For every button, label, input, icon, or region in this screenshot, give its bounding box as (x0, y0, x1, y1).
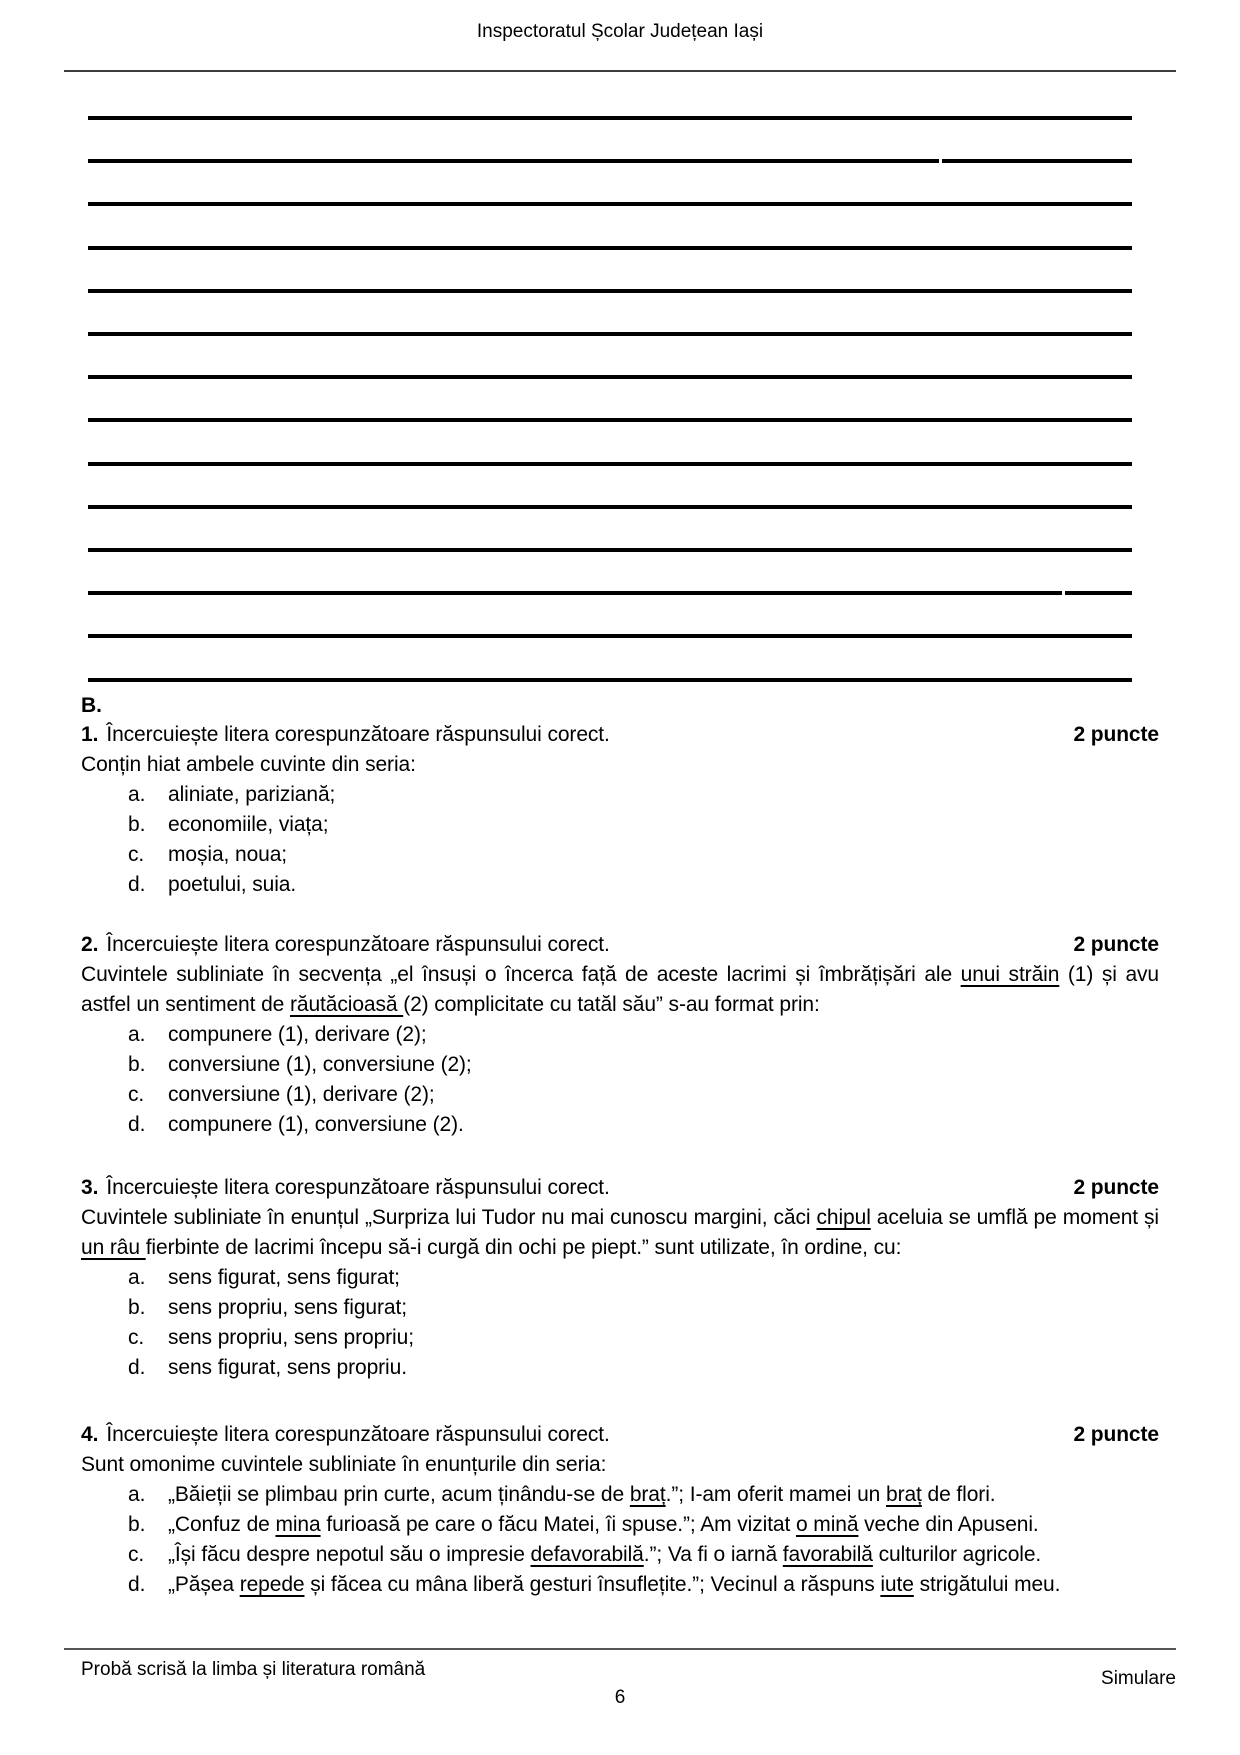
question-prompt: Încercuiește litera corespunzătoare răspunsului corect. (106, 1423, 610, 1446)
option-letter: c. (128, 1326, 145, 1349)
underlined-word: braț (629, 1483, 666, 1506)
text-segment: „Pășea (168, 1573, 240, 1596)
option-text (168, 1020, 1159, 1050)
answer-line (88, 591, 1132, 595)
underlined-word: favorabilă (782, 1543, 873, 1566)
section-b-label: B. (81, 694, 102, 717)
text-segment: (2) complicitate cu tatăl său” s-au format prin: (403, 993, 820, 1016)
option-letter: a. (128, 1483, 146, 1506)
option-letter: a. (128, 1023, 146, 1046)
question-1-option-a (81, 780, 1159, 810)
question-1-options (81, 780, 1159, 900)
text-segment: conversiune (1), conversiune (2); (168, 1053, 472, 1076)
option-letter: c. (128, 843, 145, 866)
option-letter: c. (128, 1543, 145, 1566)
text-segment: sens propriu, sens figurat; (168, 1296, 407, 1319)
text-segment: economiile, viața; (168, 813, 329, 836)
question-4-title-row (81, 1420, 1159, 1450)
text-segment: .”; I-am oferit mamei un (665, 1483, 886, 1506)
answer-line (88, 159, 1132, 163)
answer-line (88, 462, 1132, 466)
question-3-option-b (81, 1293, 1159, 1323)
question-1-title-row (81, 720, 1159, 750)
underlined-word: unui străin (960, 963, 1060, 986)
answer-line (88, 418, 1132, 422)
option-letter: d. (128, 1113, 146, 1136)
answer-line (88, 634, 1132, 638)
text-segment: furioasă pe care o făcu Matei, îi spuse.”; Am vizitat (320, 1513, 796, 1536)
option-letter: d. (128, 1356, 146, 1379)
footer-exam-name: Probă scrisă la limba și literatura română (81, 1659, 426, 1680)
question-1-option-d (81, 870, 1159, 900)
text-segment: Cuvintele subliniate în secvența „el însuși o încerca față de aceste lacrimi și îmbrățișări ale (81, 963, 961, 986)
question-3 (81, 1173, 1159, 1383)
question-2-options (81, 1020, 1159, 1140)
answer-lines-section (88, 96, 1132, 696)
underlined-word: o mină (795, 1513, 859, 1536)
text-segment: „Își făcu despre nepotul său o impresie (168, 1543, 531, 1566)
option-text (168, 1323, 1159, 1353)
underlined-word: braț (886, 1483, 922, 1506)
question-prompt: Încercuiește litera corespunzătoare răspunsului corect. (106, 723, 610, 746)
question-3-option-a (81, 1263, 1159, 1293)
option-letter: d. (128, 873, 146, 896)
header-rule (64, 70, 1176, 72)
question-number: 4. (81, 1423, 99, 1446)
option-text (168, 810, 1159, 840)
text-segment: și făcea cu mâna liberă gesturi însuflețite.”; Vecinul a răspuns (304, 1573, 881, 1596)
footer-rule (64, 1648, 1176, 1650)
question-prompt: Încercuiește litera corespunzătoare răspunsului corect. (106, 1176, 610, 1199)
text-segment: aceluia se umflă pe moment și (870, 1206, 1159, 1229)
text-segment: (1) și avu astfel un sentiment de (81, 963, 1160, 1016)
question-1 (81, 720, 1159, 900)
option-text (168, 870, 1159, 900)
header-title: Inspectoratul Școlar Județean Iași (476, 21, 764, 42)
question-2-title-row (81, 930, 1159, 960)
option-text (168, 1263, 1159, 1293)
answer-line (88, 116, 1132, 120)
question-3-option-c (81, 1323, 1159, 1353)
answer-line (88, 332, 1132, 336)
question-2 (81, 930, 1159, 1140)
text-segment: compunere (1), conversiune (2). (168, 1113, 464, 1136)
question-points: 2 puncte (1073, 1423, 1159, 1446)
text-segment: aliniate, pariziană; (168, 783, 336, 806)
text-segment: Conțin hiat ambele cuvinte din seria: (81, 753, 416, 776)
question-4-option-b (81, 1510, 1159, 1540)
option-text (168, 1050, 1159, 1080)
question-points: 2 puncte (1073, 933, 1159, 956)
question-2-option-a (81, 1020, 1159, 1050)
answer-line (88, 202, 1132, 206)
question-1-option-c (81, 840, 1159, 870)
underlined-word: răutăcioasă (290, 993, 404, 1016)
underlined-word: chipul (816, 1206, 871, 1229)
answer-line (88, 246, 1132, 250)
text-segment: compunere (1), derivare (2); (168, 1023, 427, 1046)
text-segment: moșia, noua; (168, 843, 288, 866)
question-3-option-d (81, 1353, 1159, 1383)
option-text (168, 1510, 1159, 1540)
text-segment: Sunt omonime cuvintele subliniate în enunțurile din seria: (81, 1453, 607, 1476)
text-segment: „Băieții se plimbau prin curte, acum ținându-se de (168, 1483, 630, 1506)
page-number: 6 (614, 1687, 626, 1708)
question-points: 2 puncte (1073, 723, 1159, 746)
text-segment: sens figurat, sens propriu. (168, 1356, 407, 1379)
answer-line (88, 678, 1132, 682)
option-text (168, 1353, 1159, 1383)
option-text (168, 1480, 1159, 1510)
option-letter: b. (128, 1053, 146, 1076)
question-prompt: Încercuiește litera corespunzătoare răspunsului corect. (106, 933, 610, 956)
option-text (168, 1570, 1159, 1600)
text-segment: „Confuz de (168, 1513, 276, 1536)
underlined-word: defavorabilă (530, 1543, 644, 1566)
text-segment: sens propriu, sens propriu; (168, 1326, 414, 1349)
question-2-option-d (81, 1110, 1159, 1140)
question-3-body (81, 1203, 1159, 1263)
question-4-option-c (81, 1540, 1159, 1570)
option-letter: b. (128, 1296, 146, 1319)
text-segment: .”; Va fi o iarnă (643, 1543, 783, 1566)
question-1-option-b (81, 810, 1159, 840)
text-segment: conversiune (1), derivare (2); (168, 1083, 435, 1106)
option-letter: a. (128, 783, 146, 806)
text-segment: poetului, suia. (168, 873, 297, 896)
option-text (168, 780, 1159, 810)
option-letter: c. (128, 1083, 145, 1106)
answer-line (88, 375, 1132, 379)
question-4-options (81, 1480, 1159, 1600)
option-text (168, 1540, 1159, 1570)
footer-session-label: Simulare (1101, 1668, 1176, 1689)
underlined-word: repede (239, 1573, 305, 1596)
text-segment: Cuvintele subliniate în enunțul „Surpriza lui Tudor nu mai cunoscu margini, căci (81, 1206, 817, 1229)
question-4-body (81, 1450, 1159, 1480)
question-number: 1. (81, 723, 99, 746)
option-letter: a. (128, 1266, 146, 1289)
text-segment: veche din Apuseni. (858, 1513, 1039, 1536)
underlined-word: iute (880, 1573, 914, 1596)
question-4-option-a (81, 1480, 1159, 1510)
text-segment: strigătului meu. (913, 1573, 1061, 1596)
underlined-word: un râu (81, 1236, 146, 1259)
option-text (168, 1080, 1159, 1110)
question-3-options (81, 1263, 1159, 1383)
question-4-option-d (81, 1570, 1159, 1600)
text-segment: de flori. (921, 1483, 996, 1506)
question-2-option-b (81, 1050, 1159, 1080)
option-letter: d. (128, 1573, 146, 1596)
option-text (168, 1110, 1159, 1140)
question-2-option-c (81, 1080, 1159, 1110)
text-segment: fierbinte de lacrimi începu să-i curgă din ochi pe piept.” sunt utilizate, în ordine, cu: (145, 1236, 902, 1259)
answer-line (88, 505, 1132, 509)
question-1-body (81, 750, 1159, 780)
underlined-word: mina (275, 1513, 321, 1536)
option-text (168, 1293, 1159, 1323)
option-letter: b. (128, 813, 146, 836)
question-number: 2. (81, 933, 99, 956)
option-letter: b. (128, 1513, 146, 1536)
answer-line (88, 289, 1132, 293)
question-3-title-row (81, 1173, 1159, 1203)
question-number: 3. (81, 1176, 99, 1199)
text-segment: culturilor agricole. (872, 1543, 1042, 1566)
answer-line (88, 548, 1132, 552)
option-text (168, 840, 1159, 870)
question-2-body (81, 960, 1159, 1020)
text-segment: sens figurat, sens figurat; (168, 1266, 400, 1289)
question-4 (81, 1420, 1159, 1600)
question-points: 2 puncte (1073, 1176, 1159, 1199)
